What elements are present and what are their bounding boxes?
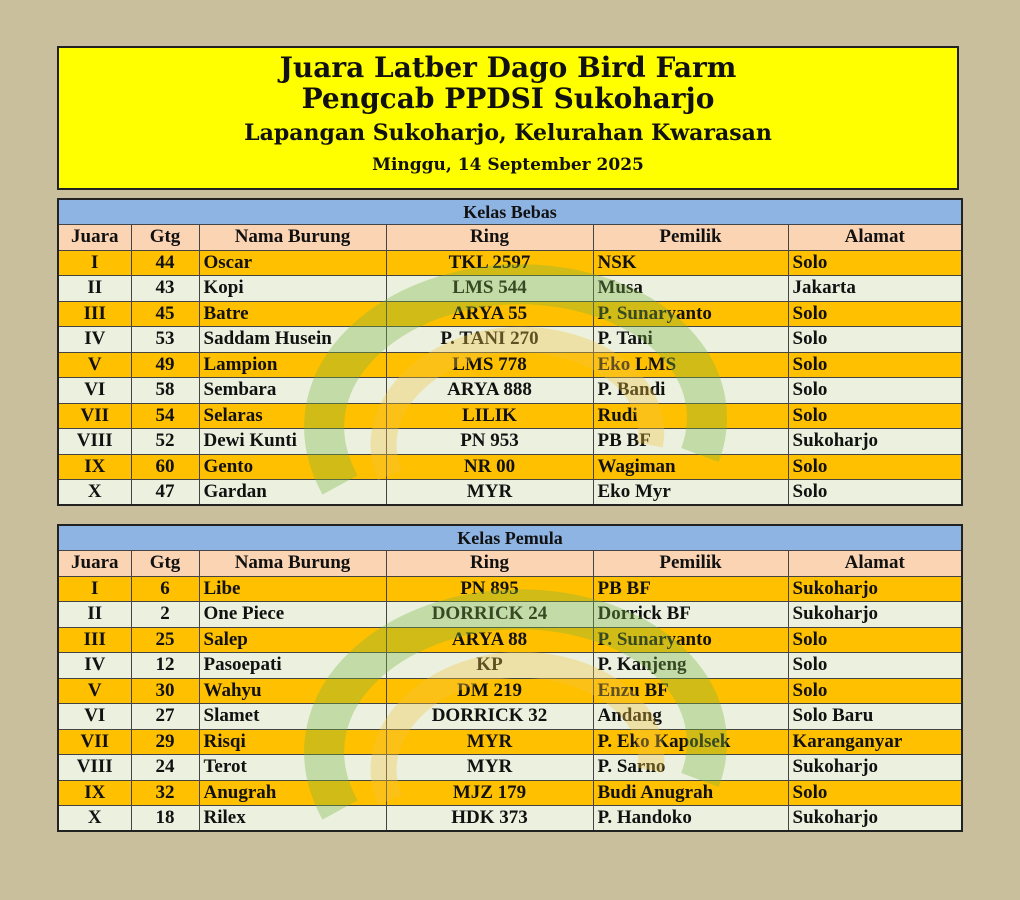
ring-code: MYR xyxy=(386,480,593,506)
gantangan-number: 43 xyxy=(131,276,199,302)
address: Solo xyxy=(788,403,962,429)
gantangan-number: 45 xyxy=(131,301,199,327)
owner-name: P. Sunaryanto xyxy=(593,301,788,327)
owner-name: P. Bandi xyxy=(593,378,788,404)
results-table-kelas-pemula xyxy=(57,524,963,832)
juara-rank: VII xyxy=(58,403,131,429)
ring-code: ARYA 888 xyxy=(386,378,593,404)
col-alamat: Alamat xyxy=(788,551,962,577)
table-row xyxy=(58,429,962,455)
title-line-1: Juara Latber Dago Bird Farm xyxy=(279,51,737,84)
table-row xyxy=(58,627,962,653)
owner-name: P. Handoko xyxy=(593,806,788,832)
ring-code: DM 219 xyxy=(386,678,593,704)
gantangan-number: 24 xyxy=(131,755,199,781)
table-row xyxy=(58,806,962,832)
address: Solo xyxy=(788,653,962,679)
table-row xyxy=(58,480,962,506)
bird-name: Anugrah xyxy=(199,780,386,806)
owner-name: Eko LMS xyxy=(593,352,788,378)
col-juara: Juara xyxy=(58,551,131,577)
owner-name: PB BF xyxy=(593,429,788,455)
bird-name: Risqi xyxy=(199,729,386,755)
juara-rank: III xyxy=(58,627,131,653)
juara-rank: IV xyxy=(58,653,131,679)
address: Solo xyxy=(788,678,962,704)
gantangan-number: 6 xyxy=(131,576,199,602)
ring-code: ARYA 88 xyxy=(386,627,593,653)
bird-name: Oscar xyxy=(199,250,386,276)
col-nama-burung: Nama Burung xyxy=(199,551,386,577)
table-row xyxy=(58,729,962,755)
ring-code: HDK 373 xyxy=(386,806,593,832)
class-title: Kelas Pemula xyxy=(58,525,962,551)
address: Jakarta xyxy=(788,276,962,302)
address: Solo xyxy=(788,378,962,404)
ring-code: LILIK xyxy=(386,403,593,429)
bird-name: Salep xyxy=(199,627,386,653)
juara-rank: VIII xyxy=(58,755,131,781)
gantangan-number: 47 xyxy=(131,480,199,506)
address: Sukoharjo xyxy=(788,429,962,455)
owner-name: Enzu BF xyxy=(593,678,788,704)
table-row xyxy=(58,301,962,327)
bird-name: Pasoepati xyxy=(199,653,386,679)
owner-name: Musa xyxy=(593,276,788,302)
ring-code: LMS 544 xyxy=(386,276,593,302)
table-row xyxy=(58,250,962,276)
bird-name: Gento xyxy=(199,454,386,480)
juara-rank: X xyxy=(58,806,131,832)
juara-rank: VI xyxy=(58,704,131,730)
bird-name: Rilex xyxy=(199,806,386,832)
owner-name: Andang xyxy=(593,704,788,730)
table-row xyxy=(58,780,962,806)
ring-code: TKL 2597 xyxy=(386,250,593,276)
address: Solo xyxy=(788,352,962,378)
address: Solo xyxy=(788,301,962,327)
table-row xyxy=(58,704,962,730)
bird-name: Gardan xyxy=(199,480,386,506)
address: Sukoharjo xyxy=(788,755,962,781)
address: Solo xyxy=(788,250,962,276)
owner-name: NSK xyxy=(593,250,788,276)
gantangan-number: 25 xyxy=(131,627,199,653)
col-nama-burung: Nama Burung xyxy=(199,225,386,251)
bird-name: Kopi xyxy=(199,276,386,302)
ring-code: P. TANI 270 xyxy=(386,327,593,353)
bird-name: Saddam Husein xyxy=(199,327,386,353)
ring-code: KP xyxy=(386,653,593,679)
bird-name: Sembara xyxy=(199,378,386,404)
ring-code: DORRICK 32 xyxy=(386,704,593,730)
col-pemilik: Pemilik xyxy=(593,551,788,577)
bird-name: Selaras xyxy=(199,403,386,429)
owner-name: Rudi xyxy=(593,403,788,429)
owner-name: Eko Myr xyxy=(593,480,788,506)
juara-rank: VI xyxy=(58,378,131,404)
bird-name: Batre xyxy=(199,301,386,327)
ring-code: DORRICK 24 xyxy=(386,602,593,628)
gantangan-number: 2 xyxy=(131,602,199,628)
ring-code: PN 895 xyxy=(386,576,593,602)
juara-rank: IX xyxy=(58,454,131,480)
venue-line: Lapangan Sukoharjo, Kelurahan Kwarasan xyxy=(244,120,772,146)
owner-name: Dorrick BF xyxy=(593,602,788,628)
owner-name: PB BF xyxy=(593,576,788,602)
gantangan-number: 54 xyxy=(131,403,199,429)
ring-code: MYR xyxy=(386,755,593,781)
table-row xyxy=(58,352,962,378)
juara-rank: VIII xyxy=(58,429,131,455)
column-header-row xyxy=(58,225,962,251)
address: Solo xyxy=(788,454,962,480)
ring-code: MYR xyxy=(386,729,593,755)
owner-name: P. Eko Kapolsek xyxy=(593,729,788,755)
col-gtg: Gtg xyxy=(131,225,199,251)
gantangan-number: 30 xyxy=(131,678,199,704)
gantangan-number: 49 xyxy=(131,352,199,378)
address: Solo xyxy=(788,480,962,506)
title-line-2: Pengcab PPDSI Sukoharjo xyxy=(301,82,715,115)
gantangan-number: 53 xyxy=(131,327,199,353)
juara-rank: IV xyxy=(58,327,131,353)
bird-name: Slamet xyxy=(199,704,386,730)
table-row xyxy=(58,678,962,704)
gantangan-number: 27 xyxy=(131,704,199,730)
table-row xyxy=(58,378,962,404)
address: Solo xyxy=(788,627,962,653)
table-row xyxy=(58,653,962,679)
col-ring: Ring xyxy=(386,551,593,577)
gantangan-number: 18 xyxy=(131,806,199,832)
address: Solo xyxy=(788,327,962,353)
juara-rank: X xyxy=(58,480,131,506)
title-banner xyxy=(57,46,959,190)
table-row xyxy=(58,276,962,302)
juara-rank: II xyxy=(58,276,131,302)
owner-name: Budi Anugrah xyxy=(593,780,788,806)
results-table-kelas-bebas xyxy=(57,198,963,506)
owner-name: P. Kanjeng xyxy=(593,653,788,679)
address: Sukoharjo xyxy=(788,806,962,832)
table-row xyxy=(58,454,962,480)
bird-name: Wahyu xyxy=(199,678,386,704)
table-row xyxy=(58,403,962,429)
owner-name: Wagiman xyxy=(593,454,788,480)
owner-name: P. Sunaryanto xyxy=(593,627,788,653)
bird-name: Libe xyxy=(199,576,386,602)
bird-name: Lampion xyxy=(199,352,386,378)
juara-rank: V xyxy=(58,678,131,704)
ring-code: NR 00 xyxy=(386,454,593,480)
juara-rank: I xyxy=(58,576,131,602)
address: Solo xyxy=(788,780,962,806)
ring-code: LMS 778 xyxy=(386,352,593,378)
gantangan-number: 52 xyxy=(131,429,199,455)
date-line: Minggu, 14 September 2025 xyxy=(372,155,644,175)
bird-name: One Piece xyxy=(199,602,386,628)
juara-rank: III xyxy=(58,301,131,327)
table-row xyxy=(58,755,962,781)
gantangan-number: 60 xyxy=(131,454,199,480)
address: Sukoharjo xyxy=(788,576,962,602)
col-gtg: Gtg xyxy=(131,551,199,577)
bird-name: Dewi Kunti xyxy=(199,429,386,455)
table-row xyxy=(58,327,962,353)
class-title: Kelas Bebas xyxy=(58,199,962,225)
column-header-row xyxy=(58,551,962,577)
juara-rank: V xyxy=(58,352,131,378)
gantangan-number: 58 xyxy=(131,378,199,404)
gantangan-number: 12 xyxy=(131,653,199,679)
table-row xyxy=(58,576,962,602)
ring-code: PN 953 xyxy=(386,429,593,455)
gantangan-number: 44 xyxy=(131,250,199,276)
juara-rank: VII xyxy=(58,729,131,755)
bird-name: Terot xyxy=(199,755,386,781)
juara-rank: II xyxy=(58,602,131,628)
ring-code: MJZ 179 xyxy=(386,780,593,806)
col-pemilik: Pemilik xyxy=(593,225,788,251)
address: Sukoharjo xyxy=(788,602,962,628)
juara-rank: IX xyxy=(58,780,131,806)
gantangan-number: 29 xyxy=(131,729,199,755)
owner-name: P. Tani xyxy=(593,327,788,353)
col-alamat: Alamat xyxy=(788,225,962,251)
gantangan-number: 32 xyxy=(131,780,199,806)
address: Solo Baru xyxy=(788,704,962,730)
table-row xyxy=(58,602,962,628)
ring-code: ARYA 55 xyxy=(386,301,593,327)
owner-name: P. Sarno xyxy=(593,755,788,781)
juara-rank: I xyxy=(58,250,131,276)
col-ring: Ring xyxy=(386,225,593,251)
address: Karanganyar xyxy=(788,729,962,755)
col-juara: Juara xyxy=(58,225,131,251)
